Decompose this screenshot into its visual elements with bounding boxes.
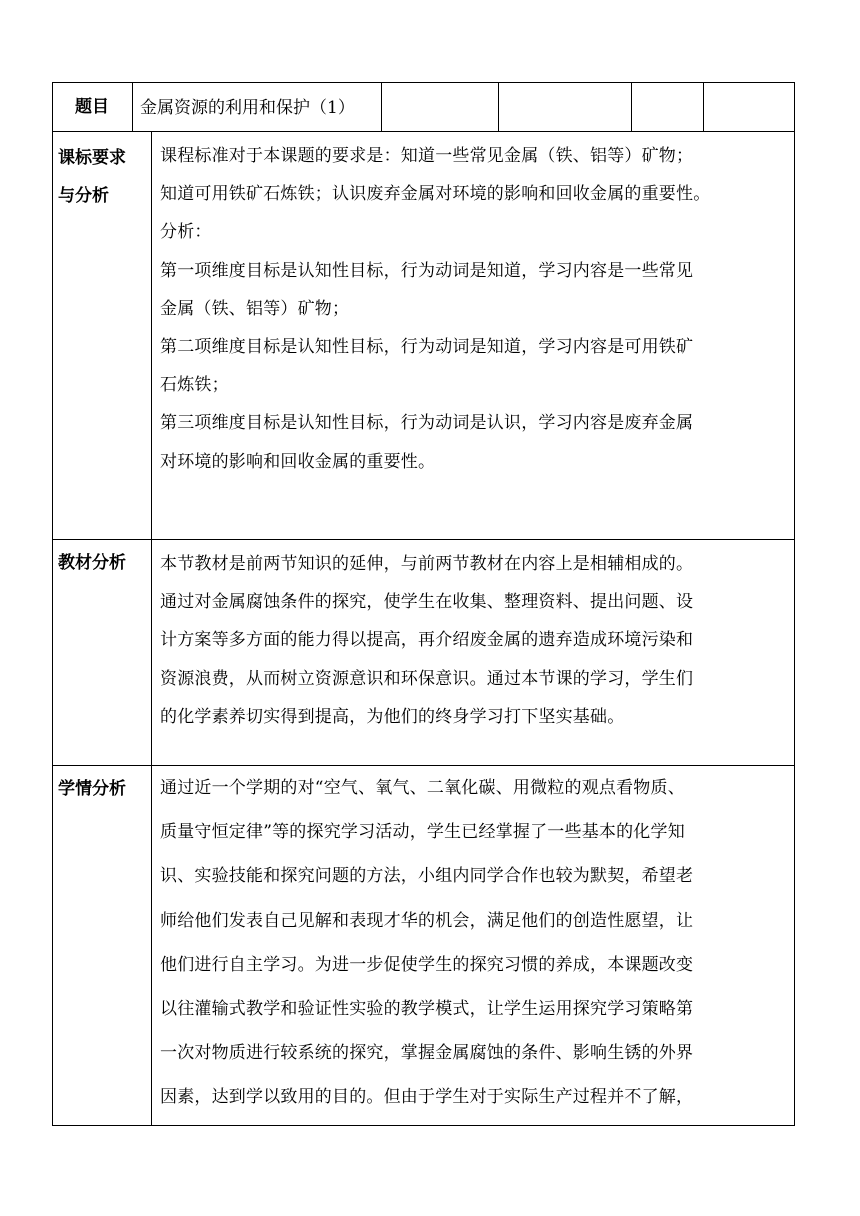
text-line: 本节教材是前两节知识的延伸，与前两节教材在内容上是相辅相成的。 bbox=[160, 554, 694, 574]
text-line: 师给他们发表自己见解和表现才华的机会，满足他们的创造性愿望，让 bbox=[160, 910, 694, 931]
text-line: 计方案等多方面的能力得以提高，再介绍废金属的遗弃造成环境污染和 bbox=[160, 630, 694, 651]
text-line: 因素，达到学以致用的目的。但由于学生对于实际生产过程并不了解， bbox=[160, 1087, 694, 1108]
text-line: 的化学素养切实得到提高，为他们的终身学习打下坚实基础。 bbox=[160, 706, 625, 727]
curriculum-text bbox=[160, 137, 792, 481]
header-label: 题目 bbox=[75, 97, 109, 117]
table-border-right bbox=[794, 82, 795, 1126]
textbook-label: 教材分析 bbox=[58, 553, 126, 573]
text-line: 第一项维度目标是认知性目标，行为动词是知道，学习内容是一些常见 bbox=[160, 260, 694, 281]
header-col-divider-4 bbox=[631, 82, 632, 132]
table-divider-header bbox=[52, 131, 794, 132]
text-line: 第三项维度目标是认知性目标，行为动词是认识，学习内容是废弃金属 bbox=[160, 413, 694, 434]
textbook-text bbox=[160, 545, 792, 736]
body-col-divider bbox=[151, 131, 152, 1126]
text-line: 知道可用铁矿石炼铁；认识废弃金属对环境的影响和回收金属的重要性。 bbox=[160, 184, 711, 205]
text-line: 分析： bbox=[160, 222, 212, 243]
curriculum-label bbox=[58, 139, 150, 215]
table-border-left bbox=[52, 82, 53, 1126]
text-line: 金属（铁、铝等）矿物； bbox=[160, 298, 350, 319]
lesson-title: 金属资源的利用和保护（1） bbox=[140, 98, 355, 118]
header-col-divider-5 bbox=[703, 82, 704, 132]
text-line: 石炼铁； bbox=[160, 375, 229, 396]
curriculum-label-line-1: 课标要求 bbox=[58, 148, 126, 168]
students-text bbox=[160, 769, 792, 1117]
text-line: 他们进行自主学习。为进一步促使学生的探究习惯的养成，本课题改变 bbox=[160, 954, 694, 975]
table-divider-row2 bbox=[52, 765, 794, 766]
table-divider-row1 bbox=[52, 539, 794, 540]
header-col-divider-2 bbox=[381, 82, 382, 132]
text-line: 以往灌输式教学和验证性实验的教学模式，让学生运用探究学习策略第 bbox=[160, 999, 694, 1020]
text-line: 一次对物质进行较系统的探究，掌握金属腐蚀的条件、影响生锈的外界 bbox=[160, 1043, 694, 1064]
text-line: 第二项维度目标是认知性目标，行为动词是知道，学习内容是可用铁矿 bbox=[160, 337, 694, 358]
text-line: 通过近一个学期的对“空气、氧气、二氧化碳、用微粒的观点看物质、 bbox=[160, 778, 685, 798]
table-border-bottom bbox=[52, 1125, 794, 1126]
students-label: 学情分析 bbox=[58, 779, 126, 799]
table-border-top bbox=[52, 82, 794, 83]
text-line: 对环境的影响和回收金属的重要性。 bbox=[160, 451, 436, 472]
text-line: 通过对金属腐蚀条件的探究，使学生在收集、整理资料、提出问题、设 bbox=[160, 592, 694, 613]
text-line: 资源浪费，从而树立资源意识和环保意识。通过本节课的学习，学生们 bbox=[160, 668, 694, 689]
curriculum-label-line-2: 与分析 bbox=[58, 186, 109, 206]
text-line: 质量守恒定律”等的探究学习活动，学生已经掌握了一些基本的化学知 bbox=[160, 822, 685, 843]
text-line: 识、实验技能和探究问题的方法，小组内同学合作也较为默契，希望老 bbox=[160, 866, 694, 887]
header-col-divider-1 bbox=[132, 82, 133, 132]
header-col-divider-3 bbox=[498, 82, 499, 132]
text-line: 课程标准对于本课题的要求是：知道一些常见金属（铁、铝等）矿物； bbox=[160, 146, 694, 166]
